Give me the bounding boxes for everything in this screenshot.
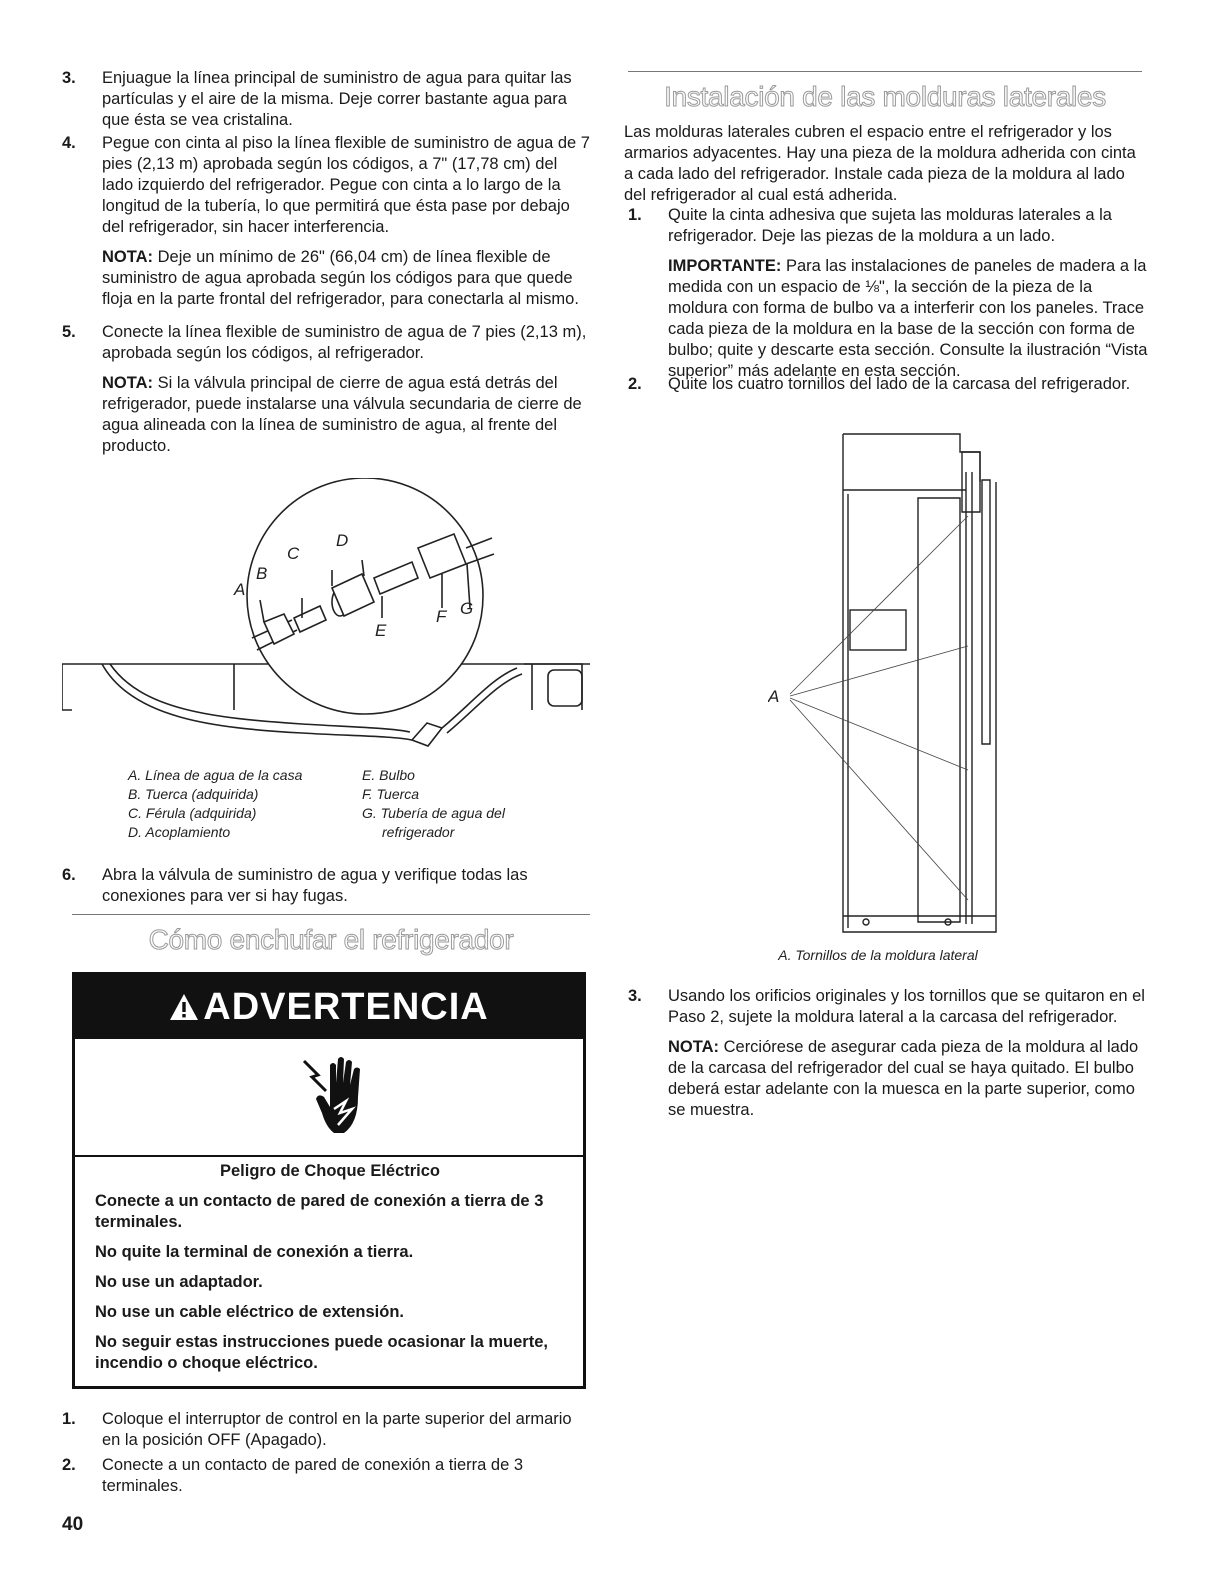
figure-legend-left: A. Línea de agua de la casa B. Tuerca (adquirida) C. Férula (adquirida) D. Acoplamiento xyxy=(128,767,303,840)
important-paragraph: IMPORTANTE: Para las instalaciones de paneles de madera a la medida con un espacio de ⅛", la sección de la pieza de la moldura con forma de bulbo va a interferir con los paneles. Trace cada pieza de la moldura en la base de la sección con forma de bulbo; quite y descarte esta sección. Consulte la ilustración “Vista superior” más adelante en esta sección. xyxy=(668,257,1148,380)
figure-caption: A. Tornillos de la moldura lateral xyxy=(778,947,978,963)
figure-letter-a: A xyxy=(768,687,780,706)
trim-intro: Las molduras laterales cubren el espacio entre el refrigerador y los armarios adyacentes. Hay una pieza de la moldura adherida con cinta a cada lado del refrigerador. Instale cada pieza de la moldura al lado del refrigerador al cual está adherida. xyxy=(624,123,1136,204)
warning-header: ADVERTENCIA xyxy=(75,975,583,1039)
figure-letter-g: G xyxy=(460,599,474,618)
step-3-flush: 3. Enjuague la línea principal de suministro de agua para quitar las partículas y el aire de la misma. Deje correr bastante agua para que ésta se vea cristalina. xyxy=(62,69,572,129)
refrigerator-side-figure xyxy=(768,432,1008,936)
section-title-plug-in: Cómo enchufar el refrigerador xyxy=(148,924,514,955)
figure-letter-c: C xyxy=(287,544,300,563)
section-title-side-trim: Instalación de las molduras laterales xyxy=(664,81,1106,112)
step-5-connect-line: 5. Conecte la línea flexible de suministro de agua de 7 pies (2,13 m), aprobada según los códigos, al refrigerador. NOTA: Si la válvula principal de cierre de agua está detrás del refrigerador, puede instalarse una válvula secundaria de cierre de agua alineada con la línea de suministro de agua, al frente del producto. xyxy=(62,322,590,466)
step-1-control-off: 1. Coloque el interruptor de control en la parte superior del armario en la posición OFF (Apagado). xyxy=(62,1410,572,1449)
figure-letter-b: B xyxy=(256,564,268,583)
figure-legend-right: E. Bulbo F. Tuerca G. Tubería de agua del refrigerador xyxy=(362,767,505,840)
section-divider xyxy=(628,71,1142,72)
note-paragraph: NOTA: Cerciórese de asegurar cada pieza de la moldura al lado de la carcasa del refrigerador del cual se haya quitado. El bulbo deberá estar adelante con la muesca en la parte superior, como se muestra. xyxy=(668,1038,1139,1119)
warning-box xyxy=(72,972,586,1389)
warning-triangle-icon xyxy=(169,993,199,1021)
step-4-tape-line: 4. Pegue con cinta al piso la línea flexible de suministro de agua de 7 pies (2,13 m) aprobada según los códigos, a 7" (17,78 cm) del lado izquierdo del refrigerador. Pegue con cinta a lo largo de la longitud de la tubería, lo que permitirá que ésta pase por debajo del refrigerador, sin hacer interferencia. NOTA: Deje un mínimo de 26" (66,04 cm) de línea flexible de suministro de agua aprobada según los códigos para que quede floja en la parte frontal del refrigerador, para conectarla al mismo. xyxy=(62,134,590,308)
step-1-remove-tape: 1. Quite la cinta adhesiva que sujeta las molduras laterales a la refrigerador. Deje las piezas de la moldura a un lado. IMPORTANTE: Para las instalaciones de paneles de madera a la medida con un espacio de ⅛", la sección de la pieza de la moldura con forma de bulbo va a interferir con los paneles. Trace cada pieza de la moldura en la base de la sección con forma de bulbo; quite y descarte esta sección. Consulte la ilustración “Vista superior” más adelante en esta sección. xyxy=(628,205,1156,391)
figure-letter-d: D xyxy=(336,531,349,550)
section-divider xyxy=(72,914,590,915)
warning-body: Peligro de Choque Eléctrico Conecte a un contacto de pared de conexión a tierra de 3 terminales. No quite la terminal de conexión a tierra. No use un adaptador. No use un cable eléctrico de extensión. No seguir estas instrucciones puede ocasionar la muerte, incendio o choque eléctrico. xyxy=(95,1161,565,1383)
water-line-figure xyxy=(62,478,590,760)
step-3-attach-trim: 3. Usando los orificios originales y los tornillos que se quitaron en el Paso 2, sujete la moldura lateral a la carcasa del refrigerador. NOTA: Cerciórese de asegurar cada pieza de la moldura al lado de la carcasa del refrigerador del cual se haya quitado. El bulbo deberá estar adelante con la muesca en la parte superior, como se muestra. xyxy=(628,986,1156,1130)
step-6-check-leaks: 6. Abra la válvula de suministro de agua y verifique todas las conexiones para ver si hay fugas. xyxy=(62,866,528,905)
step-2-remove-screws: 2. Quite los cuatro tornillos del lado de la carcasa del refrigerador. xyxy=(628,375,1131,393)
step-2-plug-in: 2. Conecte a un contacto de pared de conexión a tierra de 3 terminales. xyxy=(62,1456,524,1495)
figure-letter-f: F xyxy=(436,607,447,626)
page-number: 40 xyxy=(62,1514,84,1535)
electric-shock-hand-icon xyxy=(300,1053,370,1143)
note-paragraph: NOTA: Si la válvula principal de cierre de agua está detrás del refrigerador, puede instalarse una válvula secundaria de cierre de agua alineada con la línea de suministro de agua, al frente del producto. xyxy=(102,374,582,455)
note-paragraph: NOTA: Deje un mínimo de 26" (66,04 cm) de línea flexible de suministro de agua aprobada según los códigos para que quede floja en la parte frontal del refrigerador, para conectarla al mismo. xyxy=(102,248,579,308)
warning-hazard: Peligro de Choque Eléctrico xyxy=(219,1162,441,1180)
figure-letter-e: E xyxy=(375,621,387,640)
figure-letter-a: A xyxy=(234,580,246,599)
